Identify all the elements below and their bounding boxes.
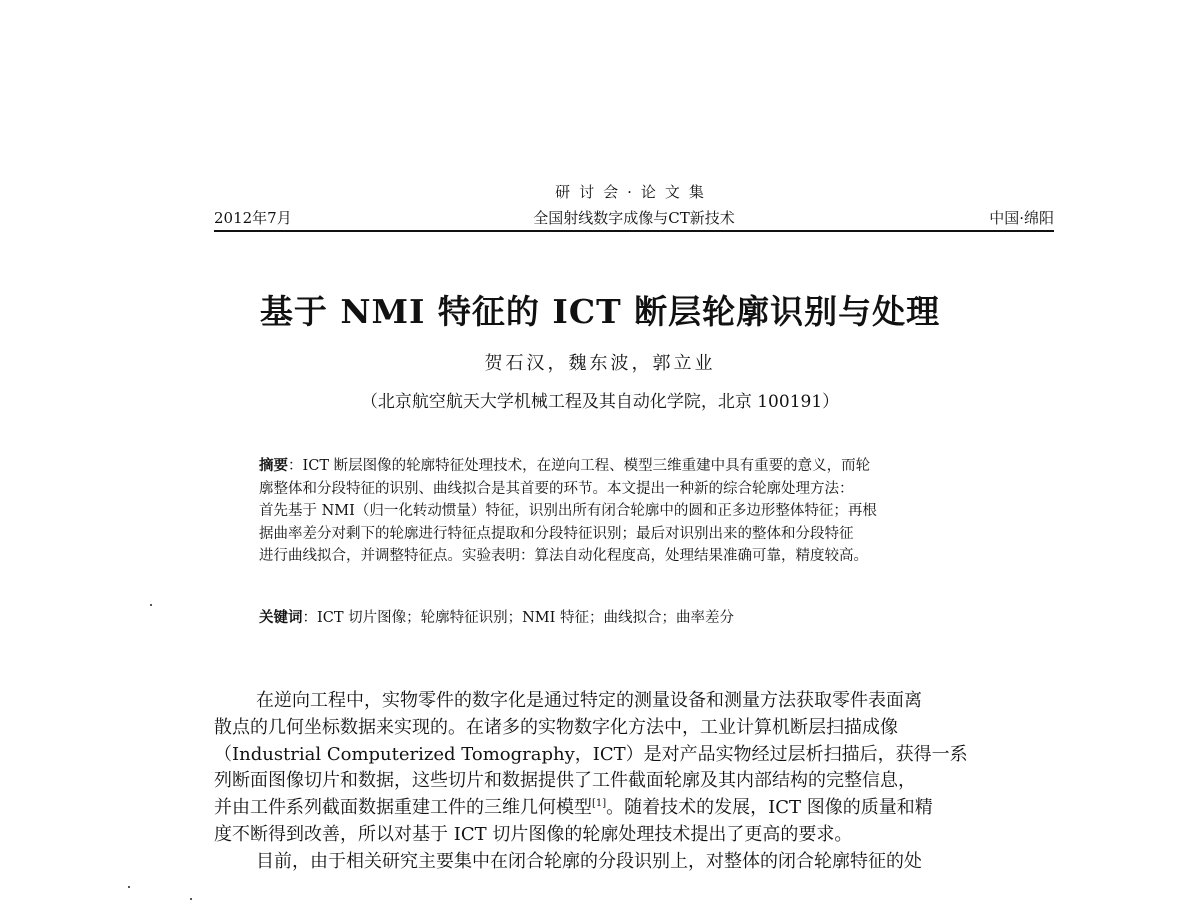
paper-affiliation: （北京航空航天大学机械工程及其自动化学院，北京 100191） (360, 392, 840, 412)
abstract (259, 455, 1039, 568)
body-line: 列断面图像切片和数据，这些切片和数据提供了工件截面轮廓及其内部结构的完整信息， (214, 770, 916, 792)
paper-authors: 贺石汉，魏东波，郭立业 (484, 353, 716, 374)
abstract-line (259, 455, 1039, 478)
header-date: 2012年7月 (214, 209, 292, 227)
body-line: 目前，由于相关研究主要集中在闭合轮廓的分段识别上，对整体的闭合轮廓特征的处 (256, 850, 922, 872)
header-series: 研讨会·论文集 (555, 183, 713, 201)
header-location: 中国·绵阳 (989, 209, 1054, 227)
keywords-text: ：ICT 切片图像；轮廓特征识别；NMI 特征；曲线拟合；曲率差分 (302, 610, 734, 626)
citation-reference[interactable]: [1] (592, 798, 607, 810)
abstract-line: 首先基于 NMI（归一化转动惯量）特征，识别出所有闭合轮廓中的圆和正多边形整体特征；再根 (259, 503, 877, 520)
abstract-label: 摘要 (259, 457, 288, 474)
scan-speck (128, 886, 130, 888)
header-rule (214, 230, 1054, 232)
abstract-text: ：ICT 断层图像的轮廓特征处理技术，在逆向工程、模型三维重建中具有重要的意义，而轮 (288, 458, 871, 474)
running-header (214, 182, 1054, 228)
body-line: 散点的几何坐标数据来实现的。在诸多的实物数字化方法中，工业计算机断层扫描成像 (214, 716, 898, 738)
body-line (214, 795, 1054, 822)
body-text-segment: 并由工件系列截面数据重建工件的三维几何模型 (214, 797, 592, 819)
body-line: 在逆向工程中，实物零件的数字化是通过特定的测量设备和测量方法获取零件表面离 (256, 690, 922, 711)
abstract-line: 进行曲线拟合，并调整特征点。实验表明：算法自动化程度高，处理结果准确可靠，精度较高。 (259, 548, 868, 565)
abstract-line: 据曲率差分对剩下的轮廓进行特征点提取和分段特征识别；最后对识别出来的整体和分段特征 (259, 525, 854, 542)
body-text-segment: 。随着技术的发展，ICT 图像的质量和精 (606, 797, 933, 819)
scan-speck (150, 604, 152, 606)
body-text (214, 688, 1054, 876)
paper-title: 基于 NMI 特征的 ICT 断层轮廓识别与处理 (259, 292, 941, 331)
scan-speck (190, 898, 192, 900)
keywords (259, 607, 1039, 629)
keywords-label: 关键词 (259, 609, 303, 626)
body-line: 度不断得到改善，所以对基于 ICT 切片图像的轮廓处理技术提出了更高的要求。 (214, 823, 853, 845)
body-line: （Industrial Computerized Tomography，ICT）是对产品实物经过层析扫描后，获得一系 (214, 743, 968, 765)
abstract-line: 廓整体和分段特征的识别、曲线拟合是其首要的环节。本文提出一种新的综合轮廓处理方法： (259, 480, 854, 497)
header-conference: 全国射线数字成像与CT新技术 (533, 209, 735, 227)
